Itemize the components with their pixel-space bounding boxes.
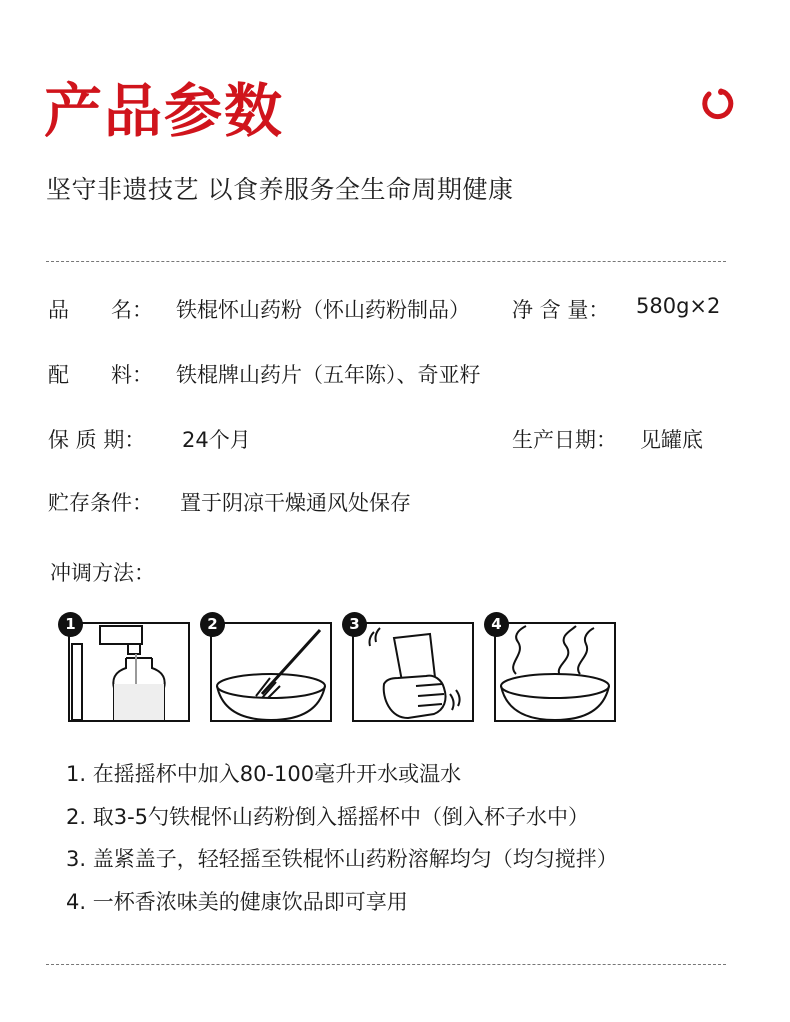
step-number-1: 1 — [58, 612, 83, 637]
step-3-text: 3. 盖紧盖子，轻轻摇至铁棍怀山药粉溶解均匀（均匀搅拌） — [66, 847, 618, 871]
page-subtitle: 坚守非遗技艺 以食养服务全生命周期健康 — [46, 175, 514, 204]
step-1-pour-water-illustration — [68, 622, 190, 722]
step-2-add-powder-illustration — [210, 622, 332, 722]
shelf-life-value: 24个月 — [182, 428, 251, 452]
step-number-2: 2 — [200, 612, 225, 637]
brand-logo-icon — [700, 86, 734, 120]
shelf-life-label: 保 质 期： — [48, 428, 146, 452]
bottom-divider — [46, 964, 726, 965]
name-value: 铁棍怀山药粉（怀山药粉制品） — [176, 298, 470, 322]
storage-value: 置于阴凉干燥通风处保存 — [180, 491, 411, 515]
step-3-shake-illustration — [352, 622, 474, 722]
storage-label: 贮存条件： — [48, 491, 153, 515]
net-weight-label: 净 含 量： — [512, 298, 610, 322]
ingredients-value: 铁棍牌山药片（五年陈）、奇亚籽 — [176, 363, 481, 387]
ingredients-label: 配 料： — [48, 363, 153, 387]
step-2-text: 2. 取3-5勺铁棍怀山药粉倒入摇摇杯中（倒入杯子水中） — [66, 805, 590, 829]
method-label: 冲调方法： — [50, 561, 155, 585]
step-number-4: 4 — [484, 612, 509, 637]
name-label: 品 名： — [48, 298, 153, 322]
production-date-value: 见罐底 — [640, 428, 703, 452]
production-date-label: 生产日期： — [512, 428, 617, 452]
net-weight-value: 580g×2 — [636, 294, 721, 318]
step-1-text: 1. 在摇摇杯中加入80-100毫升开水或温水 — [66, 762, 462, 786]
top-divider — [46, 261, 726, 262]
page-title: 产品参数 — [44, 77, 285, 145]
step-4-text: 4. 一杯香浓味美的健康饮品即可享用 — [66, 890, 408, 914]
step-number-3: 3 — [342, 612, 367, 637]
step-4-ready-illustration — [494, 622, 616, 722]
